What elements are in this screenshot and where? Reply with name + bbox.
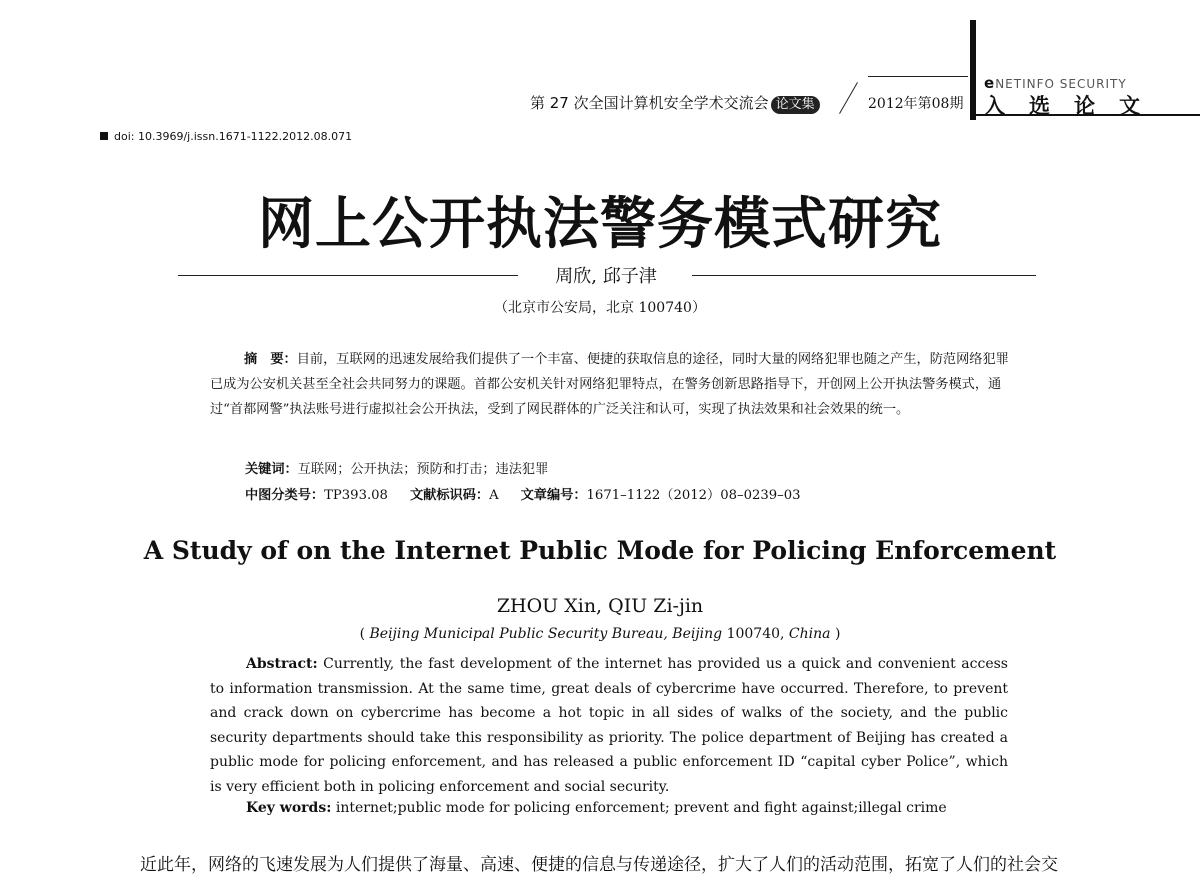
abstract-cn: [210, 347, 1010, 422]
authors-cn: 周欣, 邱子津: [555, 266, 657, 287]
keywords-cn-label: 关键词：: [245, 462, 298, 477]
journal-logo-mark: e: [984, 74, 996, 92]
keywords-en-text: internet;public mode for policing enforcement; prevent and fight against;illegal crime: [331, 800, 947, 816]
keywords-en-label: Key words:: [246, 800, 332, 816]
abstract-en-text: Currently, the fast development of the internet has provided us a quick and convenient access to information transmission. At the same time, great deals of cybercrime have occurred. Therefore, to prevent and crack down on cybercrime has become a hot topic in all sides of walks of the society, and the public security departments should take this responsibility as priority. The police department of Beijing has created a public mode for policing enforcement, and has released a public enforcement ID “capital cyber Police”, which is very efficient both in policing enforcement and social security.: [210, 656, 1008, 795]
article-number-value: 1671–1122（2012）08–0239–03: [586, 488, 801, 503]
paper-title-cn: 网上公开执法警务模式研究: [258, 191, 942, 257]
journal-logo-text: NETINFO SECURITY: [995, 77, 1127, 91]
affiliation-en-postcode: 100740,: [722, 626, 789, 642]
abstract-cn-label: 摘 要：: [244, 352, 297, 367]
keywords-cn-text: 互联网；公开执法；预防和打击；违法犯罪: [297, 462, 549, 477]
affiliation-cn: （北京市公安局，北京 100740）: [494, 300, 706, 316]
conference-title: [530, 92, 820, 114]
abstract-en: [210, 652, 1008, 800]
paper-title-en: A Study of on the Internet Public Mode for Policing Enforcement: [143, 536, 1057, 565]
bullet-square-icon: [100, 132, 108, 140]
section-label: 入选论文: [984, 94, 1164, 118]
keywords-cn: [245, 458, 548, 477]
affiliation-en: ( Beijing Municipal Public Security Bureau, Beijing 100740, China ): [359, 626, 841, 642]
keywords-en: [246, 800, 947, 816]
abstract-cn-text: 目前，互联网的迅速发展给我们提供了一个丰富、便捷的获取信息的途径，同时大量的网络犯罪也随之产生，防范网络犯罪已成为公安机关甚至全社会共同努力的课题。首都公安机关针对网络犯罪特点，在警务创新思路指导下，开创网上公开执法警务模式，通过“首都网警”执法账号进行虚拟社会公开执法，受到了网民群体的广泛关注和认可，实现了执法效果和社会效果的统一。: [210, 352, 1009, 417]
abstract-en-label: Abstract:: [246, 656, 318, 672]
doi-text: doi: 10.3969/j.issn.1671-1122.2012.08.071: [114, 130, 353, 143]
authors-rule-left: [178, 275, 518, 276]
header-rule: [868, 76, 968, 77]
header-bracket-vertical: [970, 20, 976, 120]
article-number-label: 文章编号：: [520, 488, 587, 503]
affiliation-en-country: China: [788, 626, 831, 642]
issue-number: 2012年第08期: [868, 96, 964, 112]
conference-name: 第 27 次全国计算机安全学术交流会: [530, 94, 769, 112]
affiliation-en-institution: Beijing Municipal Public Security Bureau, Beijing: [369, 626, 723, 642]
authors-rule-right: [692, 275, 1036, 276]
clc-value: TP393.08: [324, 488, 388, 503]
body-text-first-line: 近此年，网络的飞速发展为人们提供了海量、高速、便捷的信息与传递途径，扩大了人们的活动范围，拓宽了人们的社会交: [140, 855, 1058, 875]
authors-en: ZHOU Xin, QIU Zi-jin: [496, 595, 704, 617]
proceedings-badge: 论文集: [771, 96, 820, 114]
header-slash-divider: [839, 82, 858, 114]
doc-code-label: 文献标识码：: [409, 488, 490, 503]
doi-line: [100, 130, 352, 143]
classification-line: [245, 484, 801, 503]
doc-code-value: A: [489, 488, 499, 503]
clc-label: 中图分类号：: [245, 488, 325, 503]
